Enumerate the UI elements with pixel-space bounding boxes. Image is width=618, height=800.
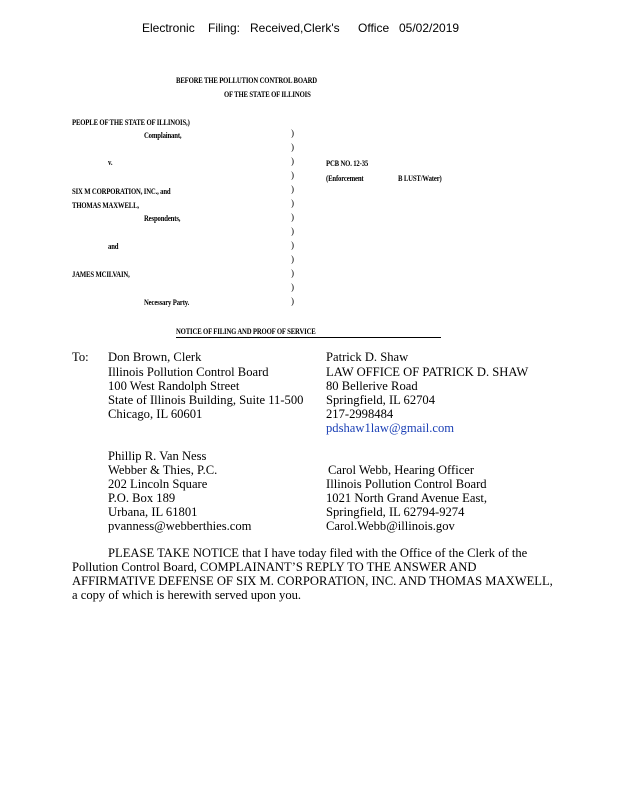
caption-defendant-2: THOMAS MAXWELL,: [72, 200, 139, 210]
recipient-line: Springfield, IL 62794-9274: [326, 505, 465, 519]
recipient-line: 80 Bellerive Road: [326, 379, 418, 393]
recipient-line: State of Illinois Building, Suite 11-500: [108, 393, 304, 407]
recipient-line: Chicago, IL 60601: [108, 407, 203, 421]
recipient-line: 1021 North Grand Avenue East,: [326, 491, 487, 505]
notice-line: Pollution Control Board, COMPLAINANT’S REPLY TO THE ANSWER AND: [72, 560, 477, 574]
recipient-line: Illinois Pollution Control Board: [326, 477, 487, 491]
recipient-line: Phillip R. Van Ness: [108, 449, 207, 463]
recipient-line: Carol.Webb@illinois.gov: [326, 519, 455, 533]
caption-paren: ): [291, 128, 294, 138]
recipient-line: pvanness@webberthies.com: [108, 519, 252, 533]
caption-paren: ): [291, 282, 294, 292]
recipient-line: Carol Webb, Hearing Officer: [328, 463, 475, 477]
filing-word-office: Office: [358, 21, 390, 35]
notice-title: NOTICE OF FILING AND PROOF OF SERVICE: [176, 326, 316, 336]
filing-word-received: Received,Clerk's: [250, 21, 340, 35]
caption-paren: ): [291, 142, 294, 152]
caption-party-3-role: Necessary Party.: [144, 297, 190, 307]
filing-word-electronic: Electronic: [142, 21, 195, 35]
recipient-line: Don Brown, Clerk: [108, 350, 202, 364]
caption-and: and: [108, 241, 119, 251]
recipient-line: Illinois Pollution Control Board: [108, 365, 269, 379]
recipient-line: 202 Lincoln Square: [108, 477, 208, 491]
caption-paren: ): [291, 198, 294, 208]
notice-title-underline: [176, 337, 441, 338]
caption-defendant-1: SIX M CORPORATION, INC., and: [72, 186, 171, 196]
caption-paren: ): [291, 156, 294, 166]
recipient-line: LAW OFFICE OF PATRICK D. SHAW: [326, 365, 529, 379]
filing-date: 05/02/2019: [399, 21, 460, 35]
caption-versus: v.: [108, 157, 113, 167]
caption-paren: ): [291, 268, 294, 278]
case-type-right: B LUST/Water): [398, 173, 442, 183]
caption-paren: ): [291, 170, 294, 180]
recipient-email-link[interactable]: pdshaw1law@gmail.com: [326, 421, 455, 435]
board-title-line2: OF THE STATE OF ILLINOIS: [224, 89, 311, 99]
recipient-line: Springfield, IL 62704: [326, 393, 436, 407]
recipient-line: Webber & Thies, P.C.: [108, 463, 218, 477]
caption-paren: ): [291, 184, 294, 194]
case-number: PCB NO. 12-35: [326, 158, 369, 168]
caption-paren: ): [291, 254, 294, 264]
recipient-line: Patrick D. Shaw: [326, 350, 409, 364]
caption-plaintiff: PEOPLE OF THE STATE OF ILLINOIS,): [72, 117, 190, 127]
caption-plaintiff-role: Complainant,: [144, 130, 182, 140]
caption-paren: ): [291, 240, 294, 250]
recipient-line: 100 West Randolph Street: [108, 379, 240, 393]
caption-defendant-role: Respondents,: [144, 213, 181, 223]
caption-paren: ): [291, 296, 294, 306]
recipient-line: Urbana, IL 61801: [108, 505, 198, 519]
recipient-line: P.O. Box 189: [108, 491, 176, 505]
caption-paren: ): [291, 226, 294, 236]
notice-line: a copy of which is herewith served upon you.: [72, 588, 302, 602]
caption-paren: ): [291, 212, 294, 222]
to-label: To:: [72, 350, 89, 364]
case-type-left: (Enforcement: [326, 173, 364, 183]
board-title-line1: BEFORE THE POLLUTION CONTROL BOARD: [176, 75, 317, 85]
notice-line: AFFIRMATIVE DEFENSE OF SIX M. CORPORATION, INC. AND THOMAS MAXWELL,: [72, 574, 553, 588]
caption-party-3: JAMES MCILVAIN,: [72, 269, 130, 279]
notice-line: PLEASE TAKE NOTICE that I have today filed with the Office of the Clerk of the: [108, 546, 528, 560]
recipient-line: 217-2998484: [326, 407, 394, 421]
filing-word-filing: Filing:: [208, 21, 241, 35]
